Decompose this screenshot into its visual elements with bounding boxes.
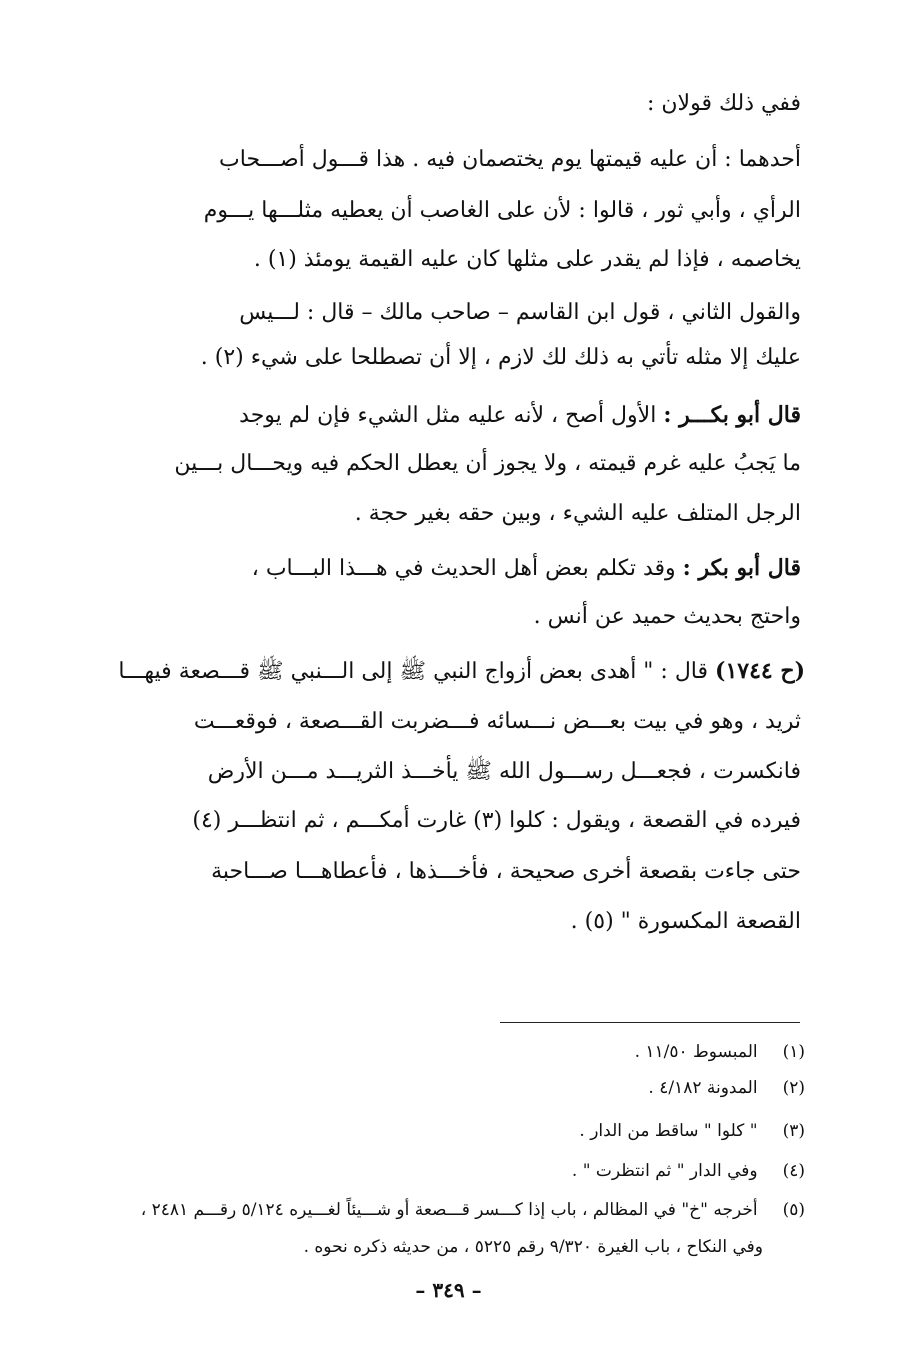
footnote-text: وفي الدار " ثم انتظرت " . xyxy=(571,1161,758,1181)
footnote-text: المدونة ٤/١٨٢ . xyxy=(648,1078,758,1098)
text-line-2: أحدهما : أن عليه قيمتها يوم يختصمان فيه . هذا قـــول أصـــحاب xyxy=(219,147,801,172)
text-line-3: الرأي ، وأبي ثور ، قالوا : لأن على الغاصب أن يعطيه مثلـــها يـــوم xyxy=(203,198,801,223)
speaker-label: قال أبو بكـــر : xyxy=(663,402,801,428)
footnote-4 xyxy=(85,1155,805,1187)
text-line-5: والقول الثاني ، قول ابن القاسم – صاحب مالك – قال : لـــيس xyxy=(239,300,801,325)
text-line-17: القصعة المكسورة " (٥) . xyxy=(570,909,801,934)
footnote-5 xyxy=(85,1194,805,1226)
text-line-1: ففي ذلك قولان : xyxy=(647,91,801,116)
footnote-number: (٤) xyxy=(782,1161,805,1181)
text-line-7-body: الأول أصح ، لأنه عليه مثل الشيء فإن لم يوجد xyxy=(239,403,657,428)
text-line-16: حتى جاءت بقصعة أخرى صحيحة ، فأخـــذها ، فأعطاهـــا صـــاحبة xyxy=(211,859,801,884)
speaker-label-2: قال أبو بكر : xyxy=(682,555,801,581)
footnote-1 xyxy=(85,1036,805,1068)
text-line-10-body: وقد تكلم بعض أهل الحديث في هـــذا البـــاب ، xyxy=(251,556,676,581)
footnote-text: أخرجه "خ" في المظالم ، باب إذا كـــسر قـــصعة أو شـــيئاً لغـــيره ٥/١٢٤ رقـــم ٢٤٨١ ، xyxy=(140,1200,758,1220)
text-line-9: الرجل المتلف عليه الشيء ، وبين حقه بغير حجة . xyxy=(354,501,801,526)
text-line-12-body: قال : " أهدى بعض أزواج النبي ﷺ إلى الـــنبي ﷺ قـــصعة فيهـــا xyxy=(118,659,709,684)
text-line-12 xyxy=(85,651,805,691)
text-line-11: واحتج بحديث حميد عن أنس . xyxy=(533,604,801,629)
text-line-7 xyxy=(201,395,801,435)
page-number: – ٣٤٩ – xyxy=(415,1278,482,1302)
text-line-4: يخاصمه ، فإذا لم يقدر على مثلها كان عليه القيمة يومئذ (١) . xyxy=(253,247,801,272)
text-line-14: فانكسرت ، فجعـــل رســـول الله ﷺ يأخـــذ الثريـــد مـــن الأرض xyxy=(207,759,801,784)
footnote-5-continuation: وفي النكاح ، باب الغيرة ٩/٣٢٠ رقم ٥٢٢٥ ، من حديثه ذكره نحوه . xyxy=(303,1237,763,1257)
footnote-2 xyxy=(85,1072,805,1104)
text-line-15: فيرده في القصعة ، ويقول : كلوا (٣) غارت أمكـــم ، ثم انتظـــر (٤) xyxy=(192,808,801,833)
footnote-separator xyxy=(500,1022,800,1023)
footnote-text: " كلوا " ساقط من الدار . xyxy=(579,1121,758,1141)
footnote-number: (٢) xyxy=(782,1078,805,1098)
text-line-6: عليك إلا مثله تأتي به ذلك لك لازم ، إلا أن تصطلحا على شيء (٢) . xyxy=(200,345,801,370)
footnote-3 xyxy=(85,1115,805,1147)
hadith-number: (ح ١٧٤٤) xyxy=(715,658,805,684)
text-line-8: ما يَجبُ عليه غرم قيمته ، ولا يجوز أن يعطل الحكم فيه ويحـــال بـــين xyxy=(174,451,801,476)
footnote-text: المبسوط ١١/٥٠ . xyxy=(634,1042,758,1062)
footnote-number: (١) xyxy=(782,1042,805,1062)
text-line-13: ثريد ، وهو في بيت بعـــض نـــسائه فـــضربت القـــصعة ، فوقعـــت xyxy=(193,709,801,734)
footnote-number: (٥) xyxy=(782,1200,805,1220)
text-line-10 xyxy=(201,548,801,588)
footnote-number: (٣) xyxy=(782,1121,805,1141)
